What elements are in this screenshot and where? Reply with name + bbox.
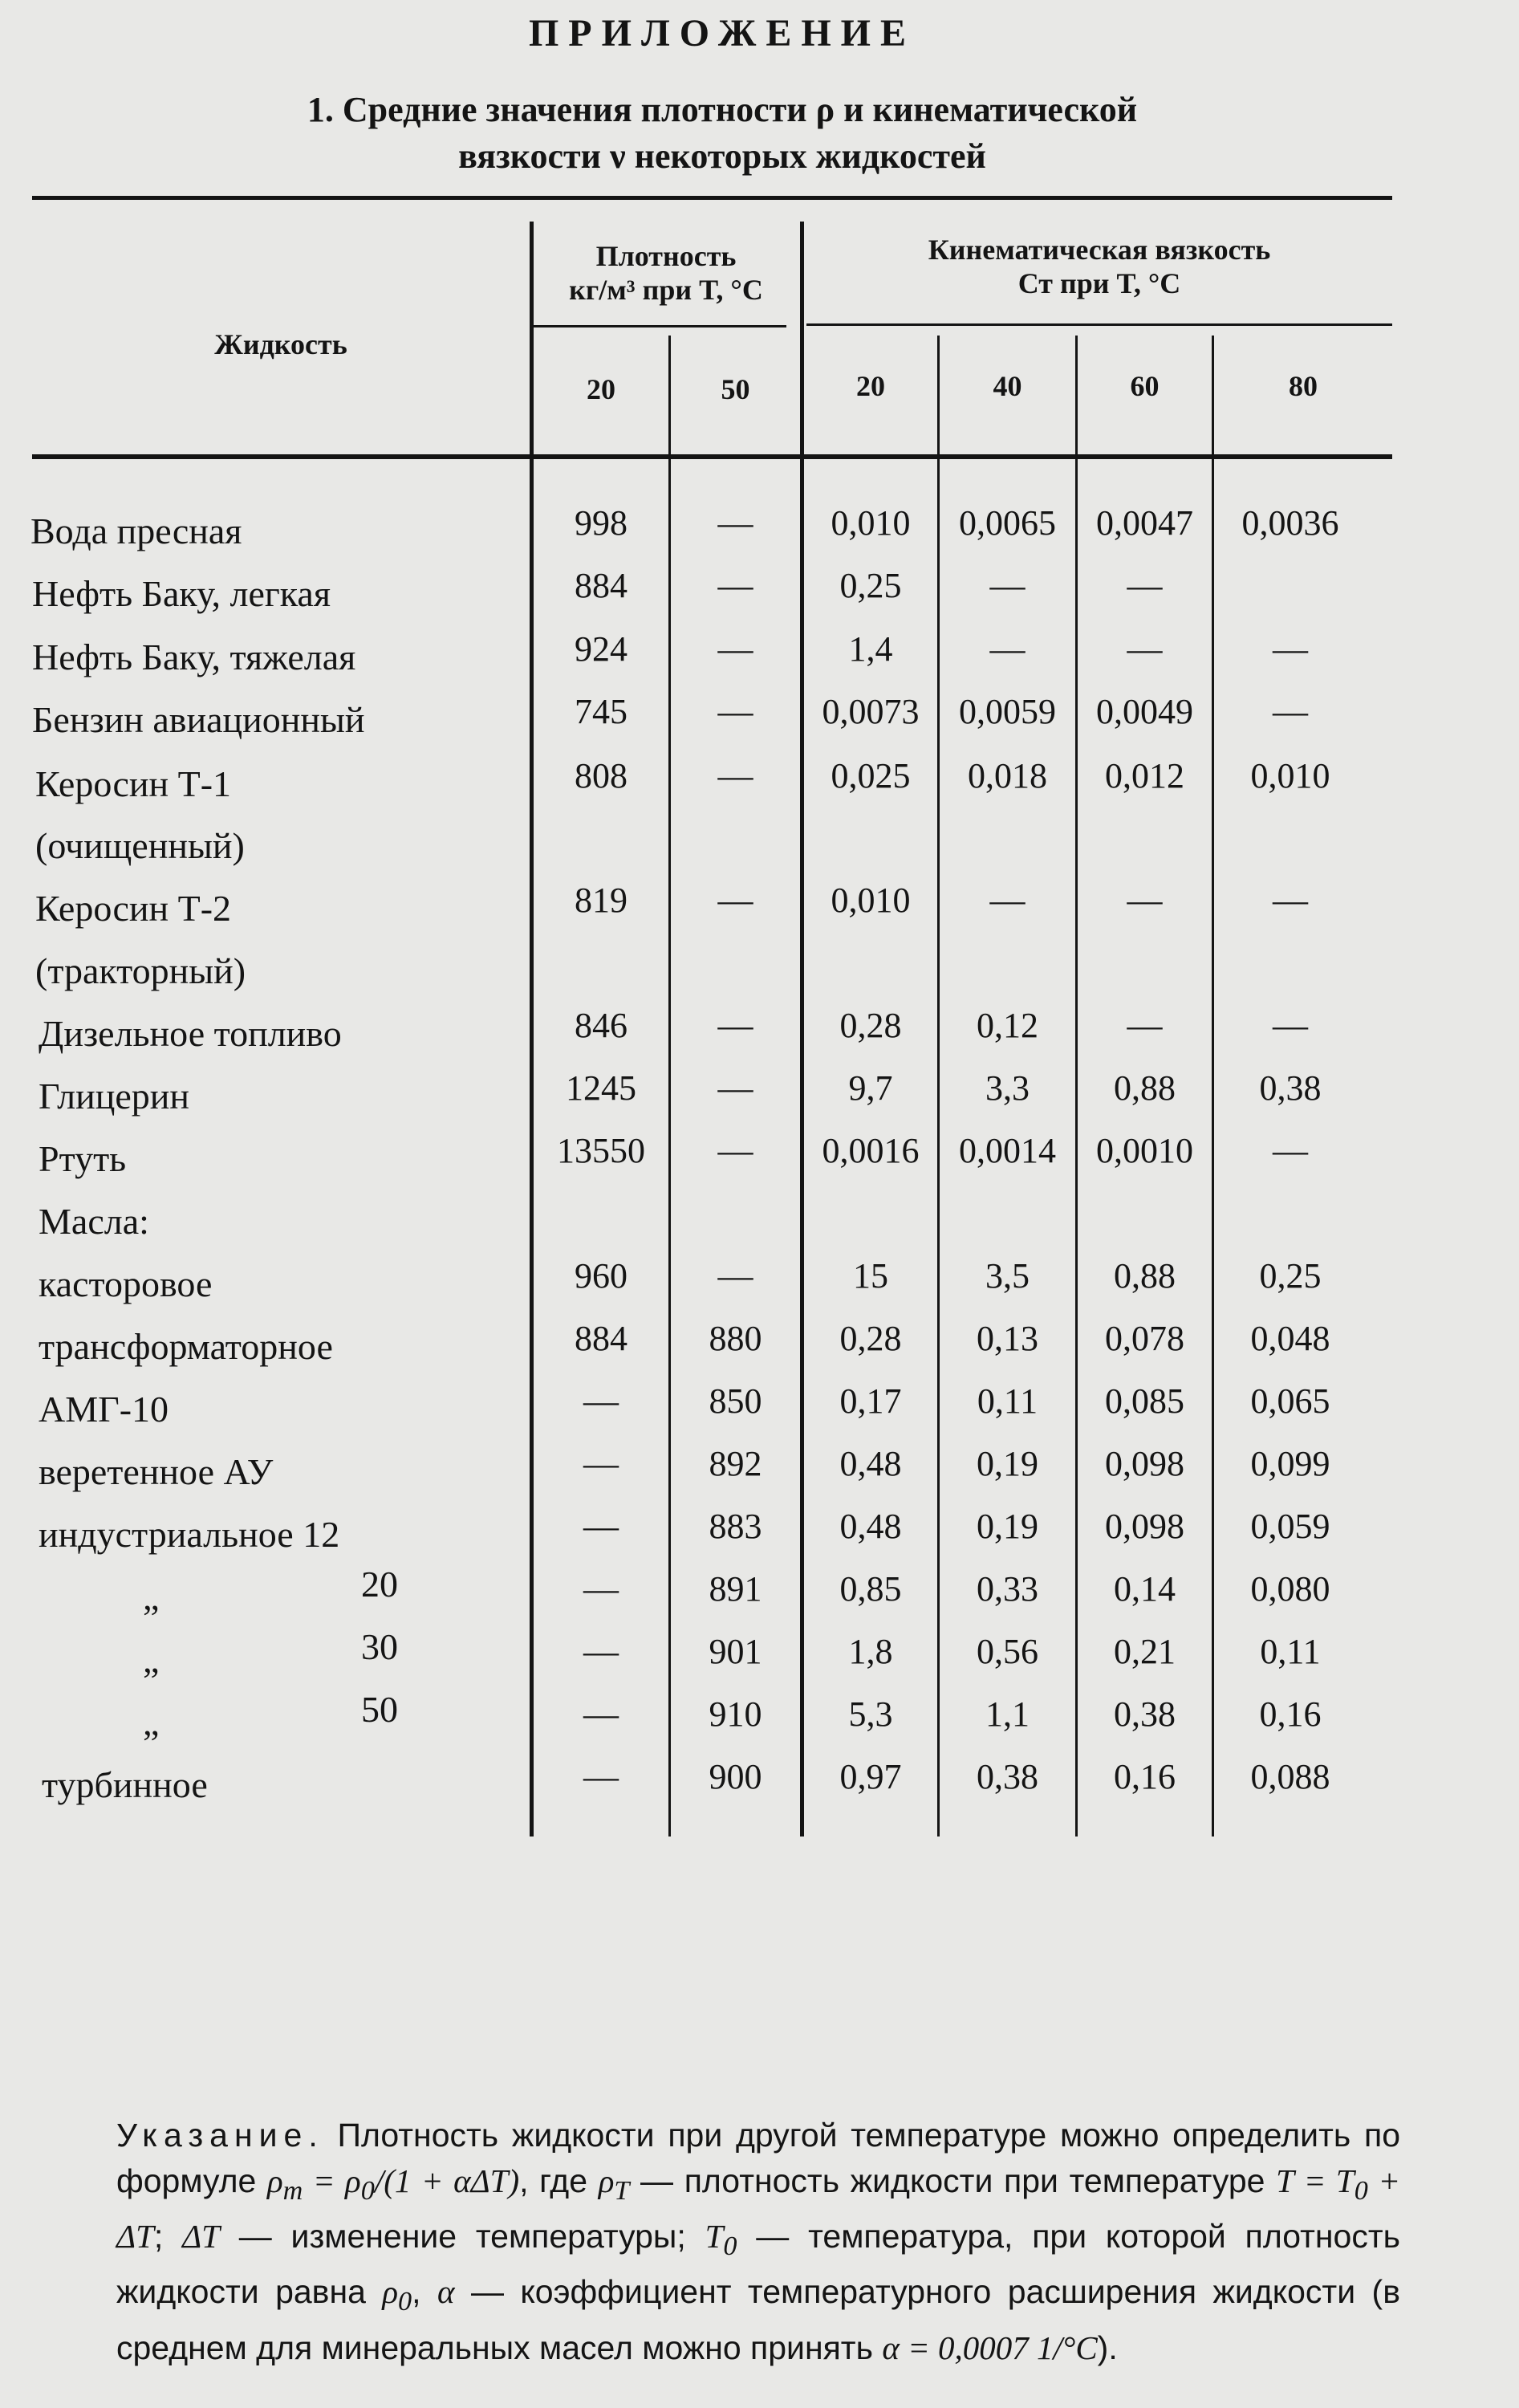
density-header-rule (534, 325, 786, 327)
row-20-value-4: 0,16 (1114, 1757, 1176, 1796)
row-19-value-5: 0,16 (1259, 1694, 1322, 1734)
viscosity-header-rule (806, 323, 1392, 326)
formula-rho0: $\rho_0$ (382, 2273, 412, 2317)
row-13-value-1: 880 (709, 1319, 762, 1358)
row-6-value-0: 819 (575, 881, 628, 920)
formula-alpha-value: α = 0,0007 1/°С (882, 2329, 1098, 2366)
row-0-value-5: 0,0036 (1241, 503, 1339, 543)
row-8-liquid-name: Дизельное топливо (39, 1013, 342, 1054)
row-9-value-4: 0,88 (1114, 1068, 1176, 1108)
row-6-value-4: — (1127, 881, 1163, 920)
row-4-value-3: 0,018 (968, 756, 1047, 795)
row-6-value-5: — (1273, 881, 1308, 920)
temp-header-viscosity-80: 80 (1289, 370, 1318, 402)
row-15-value-1: 892 (709, 1444, 762, 1483)
row-17-value-4: 0,14 (1114, 1569, 1176, 1609)
row-1-liquid-name: Нефть Баку, легкая (32, 573, 331, 614)
row-9-value-3: 3,3 (985, 1068, 1030, 1108)
row-3-value-1: — (717, 692, 753, 731)
row-6-value-3: — (989, 881, 1026, 920)
row-17-value-1: 891 (709, 1569, 762, 1609)
density-header-line1: Плотность (595, 240, 737, 272)
row-20-value-5: 0,088 (1250, 1757, 1330, 1796)
row-8-value-5: — (1273, 1006, 1308, 1045)
row-10-value-1: — (717, 1131, 753, 1170)
row-7-liquid-name: (тракторный) (35, 950, 246, 991)
row-14-value-4: 0,085 (1105, 1381, 1184, 1421)
row-8-value-0: 846 (575, 1006, 628, 1045)
row-16-value-3: 0,19 (977, 1507, 1038, 1546)
footnote-text-1: Плотность жидкости при другой температуре можно определить по формуле (116, 2117, 1400, 2199)
row-10-liquid-name: Ртуть (39, 1138, 127, 1179)
row-3-liquid-name: Бензин авиационный (32, 699, 365, 740)
row-1-value-2: 0,25 (839, 566, 902, 605)
footnote-text-3: — плотность жидкости при температуре (629, 2162, 1277, 2199)
row-15-value-5: 0,099 (1250, 1444, 1330, 1483)
row-18-value-1: 901 (709, 1632, 762, 1671)
row-9-value-2: 9,7 (848, 1068, 893, 1108)
row-9-value-5: 0,38 (1259, 1068, 1322, 1108)
row-12-value-5: 0,25 (1259, 1256, 1322, 1296)
row-8-value-2: 0,28 (839, 1006, 902, 1045)
row-16-value-2: 0,48 (839, 1507, 902, 1546)
row-18-value-2: 1,8 (848, 1632, 893, 1671)
footnote-text-7: , (412, 2273, 437, 2311)
table-caption-line1: 1. Средние значения плотности ρ и кинематической (307, 90, 1138, 129)
formula-rho-t: $\rho_T$ (598, 2162, 630, 2207)
temp-header-density-50: 50 (721, 373, 750, 405)
row-5-liquid-name: (очищенный) (35, 825, 245, 866)
row-3-value-5: — (1273, 692, 1308, 731)
row-15-value-2: 0,48 (839, 1444, 902, 1483)
row-13-value-5: 0,048 (1250, 1319, 1330, 1358)
row-18-value-4: 0,21 (1114, 1632, 1176, 1671)
row-14-liquid-name: АМГ-10 (39, 1389, 169, 1430)
row-9-liquid-name: Глицерин (39, 1076, 189, 1117)
row-16-value-0: — (583, 1507, 619, 1546)
row-1-value-0: 884 (575, 566, 628, 605)
row-2-value-0: 924 (575, 629, 628, 669)
row-2-value-1: — (717, 629, 753, 669)
row-10-value-0: 13550 (557, 1131, 645, 1170)
page-title: ПРИЛОЖЕНИЕ (528, 12, 916, 55)
row-6-value-1: — (717, 881, 753, 920)
row-15-value-4: 0,098 (1105, 1444, 1184, 1483)
row-10-value-5: — (1273, 1131, 1308, 1170)
row-19-value-0: — (583, 1694, 619, 1734)
row-18-grade-number: 30 (361, 1626, 398, 1667)
row-4-value-0: 808 (575, 756, 628, 795)
footnote-text-2: , где (519, 2162, 599, 2199)
row-10-value-2: 0,0016 (822, 1131, 920, 1170)
row-13-value-2: 0,28 (839, 1319, 902, 1358)
temp-header-density-20: 20 (587, 373, 615, 405)
density-header (534, 239, 798, 307)
row-9-value-1: — (717, 1068, 753, 1108)
row-14-value-1: 850 (709, 1381, 762, 1421)
row-20-liquid-name: турбинное (42, 1764, 208, 1805)
row-12-value-0: 960 (575, 1256, 628, 1296)
row-20-value-2: 0,97 (839, 1757, 902, 1796)
row-8-value-4: — (1127, 1006, 1163, 1045)
row-0-liquid-name: Вода пресная (30, 510, 242, 551)
row-17-value-2: 0,85 (839, 1569, 902, 1609)
row-18-value-5: 0,11 (1260, 1632, 1321, 1671)
row-3-value-0: 745 (575, 692, 628, 731)
row-19-grade-number: 50 (361, 1689, 398, 1730)
temp-header-viscosity-60: 60 (1130, 370, 1160, 402)
formula-temperature: $T = T_0 + \Delta T$ (116, 2162, 1401, 2255)
table-top-rule (32, 196, 1392, 200)
row-18-value-0: — (583, 1632, 619, 1671)
row-19-value-3: 1,1 (985, 1694, 1030, 1734)
row-15-value-3: 0,19 (977, 1444, 1038, 1483)
row-0-value-3: 0,0065 (959, 503, 1056, 543)
footnote-text-8: — коэффициент температурного расширения жидкости (в среднем для минеральных масел можно принять (116, 2273, 1400, 2366)
footnote-text-5: — изменение температуры; (219, 2218, 705, 2255)
row-14-value-3: 0,11 (977, 1381, 1038, 1421)
row-17-liquid-name: „ (143, 1576, 160, 1617)
row-16-value-4: 0,098 (1105, 1507, 1184, 1546)
header-bottom-rule (32, 454, 1392, 459)
row-20-value-0: — (583, 1757, 619, 1796)
row-12-liquid-name: касторовое (39, 1263, 213, 1304)
row-12-value-1: — (717, 1256, 753, 1296)
row-18-value-3: 0,56 (977, 1632, 1038, 1671)
row-8-value-3: 0,12 (977, 1006, 1038, 1045)
row-12-value-4: 0,88 (1114, 1256, 1176, 1296)
row-12-value-3: 3,5 (985, 1256, 1030, 1296)
viscosity-header (806, 233, 1392, 300)
row-2-value-2: 1,4 (848, 629, 893, 669)
row-1-value-4: — (1127, 566, 1163, 605)
row-10-value-3: 0,0014 (959, 1131, 1056, 1170)
row-2-value-4: — (1127, 629, 1163, 669)
row-16-value-1: 883 (709, 1507, 762, 1546)
row-13-liquid-name: трансформаторное (39, 1326, 333, 1367)
row-17-value-5: 0,080 (1250, 1569, 1330, 1609)
temp-header-viscosity-40: 40 (993, 370, 1022, 402)
footnote-text-9: ). (1097, 2329, 1118, 2366)
row-14-value-0: — (583, 1381, 619, 1421)
row-12-value-2: 15 (853, 1256, 888, 1296)
temp-header-viscosity-20: 20 (856, 370, 885, 402)
formula-t0: $T_0$ (705, 2218, 737, 2262)
row-9-value-0: 1245 (566, 1068, 636, 1108)
row-20-value-3: 0,38 (977, 1757, 1038, 1796)
row-0-value-0: 998 (575, 503, 628, 543)
row-11-liquid-name: Масла: (39, 1201, 149, 1242)
row-1-value-3: — (989, 566, 1026, 605)
row-13-value-0: 884 (575, 1319, 628, 1358)
row-15-liquid-name: веретенное АУ (39, 1451, 274, 1492)
row-4-value-5: 0,010 (1250, 756, 1330, 795)
formula-delta-t: ΔT (182, 2218, 220, 2255)
row-6-liquid-name: Керосин Т-2 (35, 888, 232, 929)
row-4-value-1: — (717, 756, 753, 795)
viscosity-header-line2: Ст при T, °С (1017, 267, 1181, 299)
row-0-value-1: — (717, 503, 753, 543)
row-4-liquid-name: Керосин Т-1 (35, 763, 232, 804)
footnote (116, 2113, 1400, 2371)
row-19-liquid-name: „ (143, 1702, 160, 1743)
row-0-value-2: 0,010 (831, 503, 911, 543)
footnote-text-4: ; (153, 2218, 183, 2255)
row-8-value-1: — (717, 1006, 753, 1045)
footnote-label: Указание. (116, 2117, 324, 2154)
row-0-value-4: 0,0047 (1096, 503, 1193, 543)
row-16-value-5: 0,059 (1250, 1507, 1330, 1546)
row-6-value-2: 0,010 (831, 881, 911, 920)
density-header-line2: кг/м³ при T, °С (569, 274, 763, 306)
row-4-value-4: 0,012 (1105, 756, 1184, 795)
row-18-liquid-name: „ (143, 1639, 160, 1680)
row-13-value-3: 0,13 (977, 1319, 1038, 1358)
row-16-liquid-name: индустриальное 12 (39, 1514, 340, 1555)
row-17-value-0: — (583, 1569, 619, 1609)
row-10-value-4: 0,0010 (1096, 1131, 1193, 1170)
viscosity-header-line1: Кинематическая вязкость (928, 234, 1271, 266)
table-caption (96, 87, 1348, 180)
row-17-grade-number: 20 (361, 1564, 398, 1605)
table-caption-line2: вязкости ν некоторых жидкостей (458, 136, 986, 176)
row-4-value-2: 0,025 (831, 756, 911, 795)
row-3-value-2: 0,0073 (822, 692, 920, 731)
row-1-value-1: — (717, 566, 753, 605)
row-2-value-3: — (989, 629, 1026, 669)
footnote-text-6: — температура, при которой плотность жидкости равна (116, 2218, 1400, 2311)
row-2-value-5: — (1273, 629, 1308, 669)
row-20-value-1: 900 (709, 1757, 762, 1796)
row-17-value-3: 0,33 (977, 1569, 1038, 1609)
row-3-value-4: 0,0049 (1096, 692, 1193, 731)
row-2-liquid-name: Нефть Баку, тяжелая (32, 637, 356, 677)
row-13-value-4: 0,078 (1105, 1319, 1184, 1358)
formula-rho-m: $\rho_m = \rho_0/(1 + \alpha\Delta T)$ (266, 2162, 520, 2207)
liquid-header: Жидкость (214, 328, 347, 360)
row-19-value-1: 910 (709, 1694, 762, 1734)
row-3-value-3: 0,0059 (959, 692, 1056, 731)
row-14-value-5: 0,065 (1250, 1381, 1330, 1421)
row-19-value-2: 5,3 (848, 1694, 893, 1734)
row-14-value-2: 0,17 (839, 1381, 902, 1421)
row-15-value-0: — (583, 1444, 619, 1483)
formula-alpha: α (437, 2273, 455, 2311)
row-19-value-4: 0,38 (1114, 1694, 1176, 1734)
